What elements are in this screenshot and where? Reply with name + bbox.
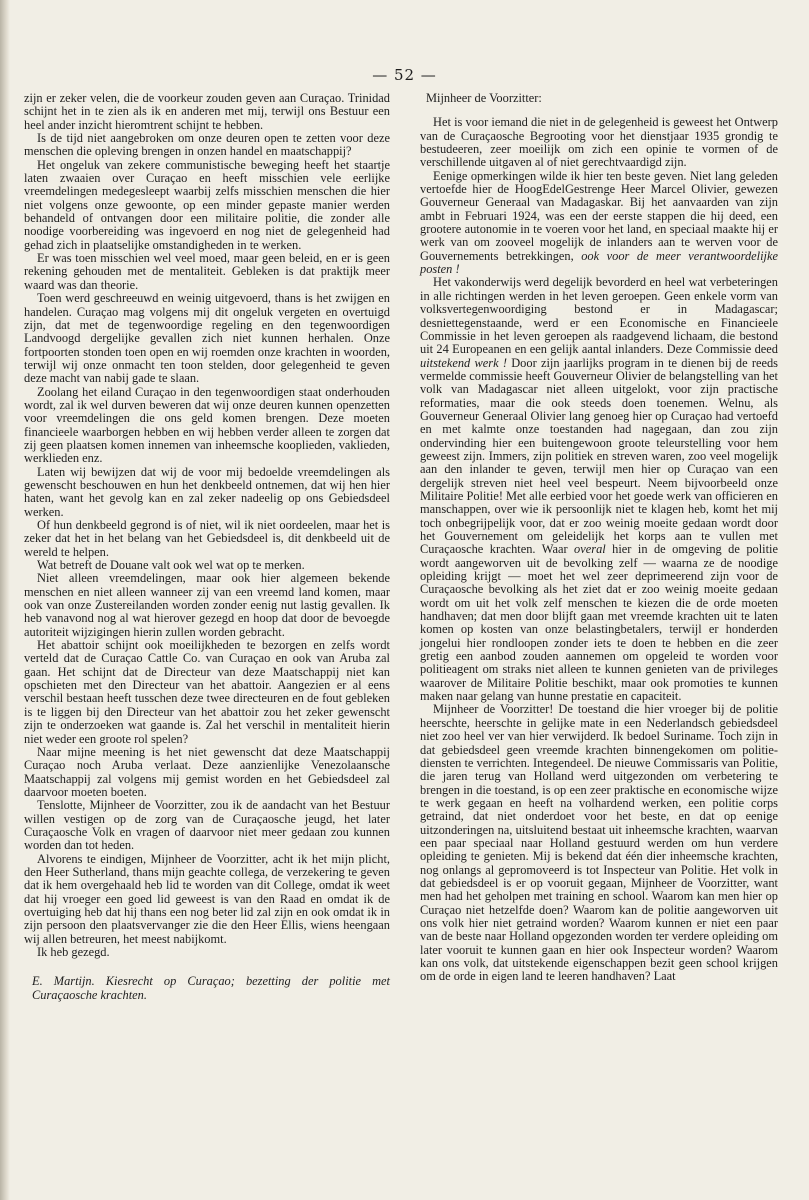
paragraph: Wat betreft de Douane valt ook wel wat op te merken. bbox=[37, 558, 305, 573]
paragraph: Tenslotte, Mijnheer de Voorzitter, zou ik de aandacht van het Bestuur willen vestigen op de zorg van de Curaçaosche jeugd, het later Curaçaosche Volk en vragen of daarvoor niet meer gedaan zou kunnen worden dan tot heden. bbox=[24, 798, 390, 853]
paragraph: Toen werd geschreeuwd en weinig uitgevoerd, thans is het zwijgen en handelen. Curaçao mag volgens mij dit ongeluk vergeten en overtuigd zijn, dat met de tegenwoordige regeling en den tegenwoordigen Landvoogd dergelijke gevallen zich niet kunnen herhalen. Onze fortpoorten stonden toen open en wij roemden onze krachten in woorden, terwijl wij onze onmacht ten toon stelden, door gelegenheid te geven deze macht van nabij gade te slaan. bbox=[24, 291, 390, 386]
page-number: — 52 — bbox=[372, 66, 437, 84]
paragraph bbox=[420, 170, 778, 277]
paragraph: Zoolang het eiland Curaçao in den tegenwoordigen staat onderhouden wordt, zal ik wel durven beweren dat wij onze deuren kunnen openzetten voor vreemdelingen die ons geld komen brengen. Deze moeten financieele waarborgen hebben en wij hebben verder alleen te zorgen dat zij geen plaatsen komen innemen van inheemsche kooplieden, vaklieden, werklieden enz. bbox=[24, 384, 390, 466]
paragraph: Ik heb gezegd. bbox=[37, 945, 110, 959]
paragraph: zijn er zeker velen, die de voorkeur zouden geven aan Curaçao. Trinidad schijnt het in te zien als ik en anderen met mij, terwijl ons Bestuur een heel ander inzicht hieromtrent schijnt te hebben. bbox=[24, 91, 390, 132]
paragraph: Is de tijd niet aangebroken om onze deuren open te zetten voor deze menschen die opleving brengen in onzen handel en maatschappij? bbox=[24, 131, 390, 159]
paragraph: Laten wij bewijzen dat wij de voor mij bedoelde vreemdelingen als gewenscht beschouwen en hun het denkbeeld ontnemen, dat wij hen hier haten, want het gevolg kan en zal zeker nadeelig op ons Gebiedsdeel werken. bbox=[24, 464, 390, 519]
paragraph-text: Door zijn jaarlijks program in te dienen bij de reeds vermelde commissie heeft Gouverneur Olivier de belangstelling van het volk van Madagascar niet alleen uitgelokt, voor zijn practische reformaties, maar die ook steeds doen toenemen. Welnu, als Gouverneur Generaal Olivier lang genoeg hier op Curaçao had vertoefd en met kalmte onze toestanden had nagegaan, dan zou zijn ondervinding hier een buitengewoon groote teleurstelling voor hem geweest zijn. Immers, zijn politiek en streven waren, zoo veel mogelijk aan den inlander te geven, terwijl men hier op Curaçao van een dergelijk streven niet heel veel bespeurt. Neem bijvoorbeeld onze Militaire Politie! Met alle eerbied voor het goede werk van officieren en manschappen, over wie ik persoonlijk niet te klagen heb, komt het mij toch onbegrijpelijk voor, dat er zoo weinig moeite gedaan wordt door het Gouvernement om geleidelijk het korps aan te vullen met Curaçaosche krachten. Waar bbox=[420, 355, 778, 557]
emphasis-text: ook voor de meer verantwoordelijke posten ! bbox=[420, 248, 778, 277]
page-spine-shadow bbox=[0, 0, 10, 1200]
paragraph: Het abattoir schijnt ook moeilijkheden te bezorgen en zelfs wordt verteld dat de Curaçao Cattle Co. van Curaçao en ook van Aruba zal gaan. Het schijnt dat de Directeur van deze Maatschappij niet kan opschieten met den Directeur van het abattoir. Aangezien er al eens verschil bestaan heeft tusschen deze twee directeuren en de fout gebleken is te liggen bij den Directeur van het abattoir zou het zeker gewenscht zijn te onderzoeken wat gaande is. Zal het verschil in mentaliteit hierin niet weder een groote rol spelen? bbox=[24, 638, 390, 746]
paragraph: Er was toen misschien wel veel moed, maar geen beleid, en er is geen rekening gehouden met de mentaliteit. Gebleken is dat praktijk meer waard was dan theorie. bbox=[24, 251, 390, 292]
paragraph bbox=[420, 276, 778, 703]
paragraph: Alvorens te eindigen, Mijnheer de Voorzitter, acht ik het mijn plicht, den Heer Sutherland, thans mijn geachte collega, de verzekering te geven dat ik hem overgehaald heb lid te worden van dit College, omdat ik weet dat hij vroeger een goed lid geweest is van den Raad en omdat ik de overtuiging heb dat hij thans een nog beter lid zal zijn en ook omdat ik in zijn persoon den plaatsvervanger zie die den Heer Ellis, wiens heengaan wij allen betreuren, het meest nabijkomt. bbox=[24, 851, 390, 946]
paragraph: Het ongeluk van zekere communistische beweging heeft het staartje laten zwaaien over Curaçao en heeft misschien vele eerlijke vreemdelingen medegesleept waarbij zelfs misschien menschen die hier niet volgens onze gewoonte, op een minder gepaste manier werden behandeld of ontvangen door een militaire politie, die zonder alle noodige voorbereiding was ingevoerd en nog niet de gelegenheid had gehad zich in plaatselijke omstandigheden in te werken. bbox=[24, 157, 390, 252]
emphasis-text: overal bbox=[574, 542, 606, 557]
paragraph-text: hier in de omgeving de politie wordt aangeworven uit de bevolking zelf — waarna ze de noodige opleiding krijgt — moet het wel zeer deprimeerend zijn voor de Curaçaosche bevolking als het ziet dat er zoo weinig moeite gedaan wordt om uit het volk zelf menschen te kiezen die de orde moeten handhaven; dat men door blijft gaan met vreemde krachten uit te laten komen op kosten van onze belastingbetalers, terwijl er honderden jongelui hier rondloopen zonder iets te doen te hebben en die zeer gretig een aanbod zouden aannemen om opgeleid te worden voor politieagent om straks niet alleen te kunnen genieten van de privileges waarover de Militaire Politie beschikt, maar ook promoties te kunnen maken naar gelang van hunne prestatie en capaciteit. bbox=[420, 542, 778, 704]
section-caption: E. Martijn. Kiesrecht op Curaçao; bezetting der politie met Curaçaosche krachten. bbox=[32, 974, 390, 1002]
paragraph: Het is voor iemand die niet in de gelegenheid is geweest het Ontwerp van de Curaçaosche Begrooting voor het dienstjaar 1935 grondig te bestudeeren, zeer moeilijk om zich een opinie te vormen of de verschillende uitgaven al of niet gerechtvaardigd zijn. bbox=[420, 115, 778, 170]
paragraph: Naar mijne meening is het niet gewenscht dat deze Maatschappij Curaçao noch Aruba verlaat. Deze aanzienlijke Venezolaansche Maatschappij zal volgens mij gemist worden en het Gebiedsdeel zal daarvoor moeten boeten. bbox=[24, 744, 390, 799]
left-column bbox=[24, 92, 390, 1002]
greeting-heading: Mijnheer de Voorzitter: bbox=[426, 91, 542, 105]
paragraph-text: Eenige opmerkingen wilde ik hier ten beste geven. Niet lang geleden vertoefde hier de HoogEdelGestrenge Heer Marcel Olivier, gewezen Gouverneur Generaal van Madagaskar. Bij het aanvaarden van zijn ambt in Februari 1924, was een der eerste stappen die hij deed, een grootere autonomie in te voeren voor het land, en speciaal maakte hij er werk van om zooveel mogelijk de inlanders aan te werven voor de Gouvernements betrekkingen, bbox=[420, 168, 778, 263]
emphasis-text: uitstekend werk ! bbox=[420, 355, 507, 370]
paragraph: Mijnheer de Voorzitter! De toestand die hier vroeger bij de politie heerschte, heerschte in gelijke mate in een Nederlandsch gebiedsdeel niet zoo heel ver van hier verwijderd. Ik bedoel Suriname. Toch zijn in dat gebiedsdeel geen vreemde krachten binnengekomen om politie-diensten te verrichten. Integendeel. De nieuwe Commissaris van Politie, die jaren terug van Holland werd uitgezonden om verbetering te brengen in die toestand, is op een zeer praktische en economische wijze te werk gegaan en heeft na volhardend werken, een politie corps getraind, dat niet onderdoet voor het beste, en dat op eenige uitzonderingen na, uitsluitend bestaat uit inheemsche krachten, waarvan een paar speciaal naar Holland gestuurd werden om hun verdere opleiding te genieten. Mij is bekend dat één dier inheemsche krachten, nog onlangs al gepromoveerd is tot Inspecteur van Politie. Het volk in dat gebiedsdeel is er op vooruit gegaan, Mijnheer de Voorzitter, want men had het geholpen met training en school. Waarom kan men hier op Curaçao niet hetzelfde doen? Waarom kan de politie aangeworven uit ons volk hier niet getraind worden? Waarom kunnen er niet een paar van de beste naar Holland opgezonden worden ter verdere opleiding om later vooruit te kunnen gaan en hier ook Inspecteur worden? Waarom kan ons volk, dat uitstekende eigenschappen bezit geen school krijgen om de orde in eigen land te leeren handhaven? Laat bbox=[420, 702, 778, 984]
right-column bbox=[420, 92, 778, 984]
paragraph: Of hun denkbeeld gegrond is of niet, wil ik niet oordeelen, maar het is zeker dat het in het belang van het Gebiedsdeel is, dit denkbeeld uit de wereld te helpen. bbox=[24, 518, 390, 559]
paragraph-text: Het vakonderwijs werd degelijk bevorderd en heel wat verbeteringen in alle richtingen werden in het leven geroepen. Geen enkele vorm van volksvertegenwoordiging bestond er in Madagascar; desniettegenstaande, werd er een Economische en Financieele Commissie in het leven geroepen als raadgevend lichaam, die bestond uit 24 Europeanen en een gelijk aantal inlanders. Deze Commissie deed bbox=[420, 275, 778, 357]
paragraph: Niet alleen vreemdelingen, maar ook hier algemeen bekende menschen en niet alleen wanneer zij van een vreemd land komen, maar ook van onze Zustereilanden worden zonder eenig nut lastig gevallen. Ik heb vanavond nog al wat hierover gezegd en hoop dat door de bevoegde autoriteit wijzigingen hierin zullen worden gebracht. bbox=[24, 571, 390, 639]
